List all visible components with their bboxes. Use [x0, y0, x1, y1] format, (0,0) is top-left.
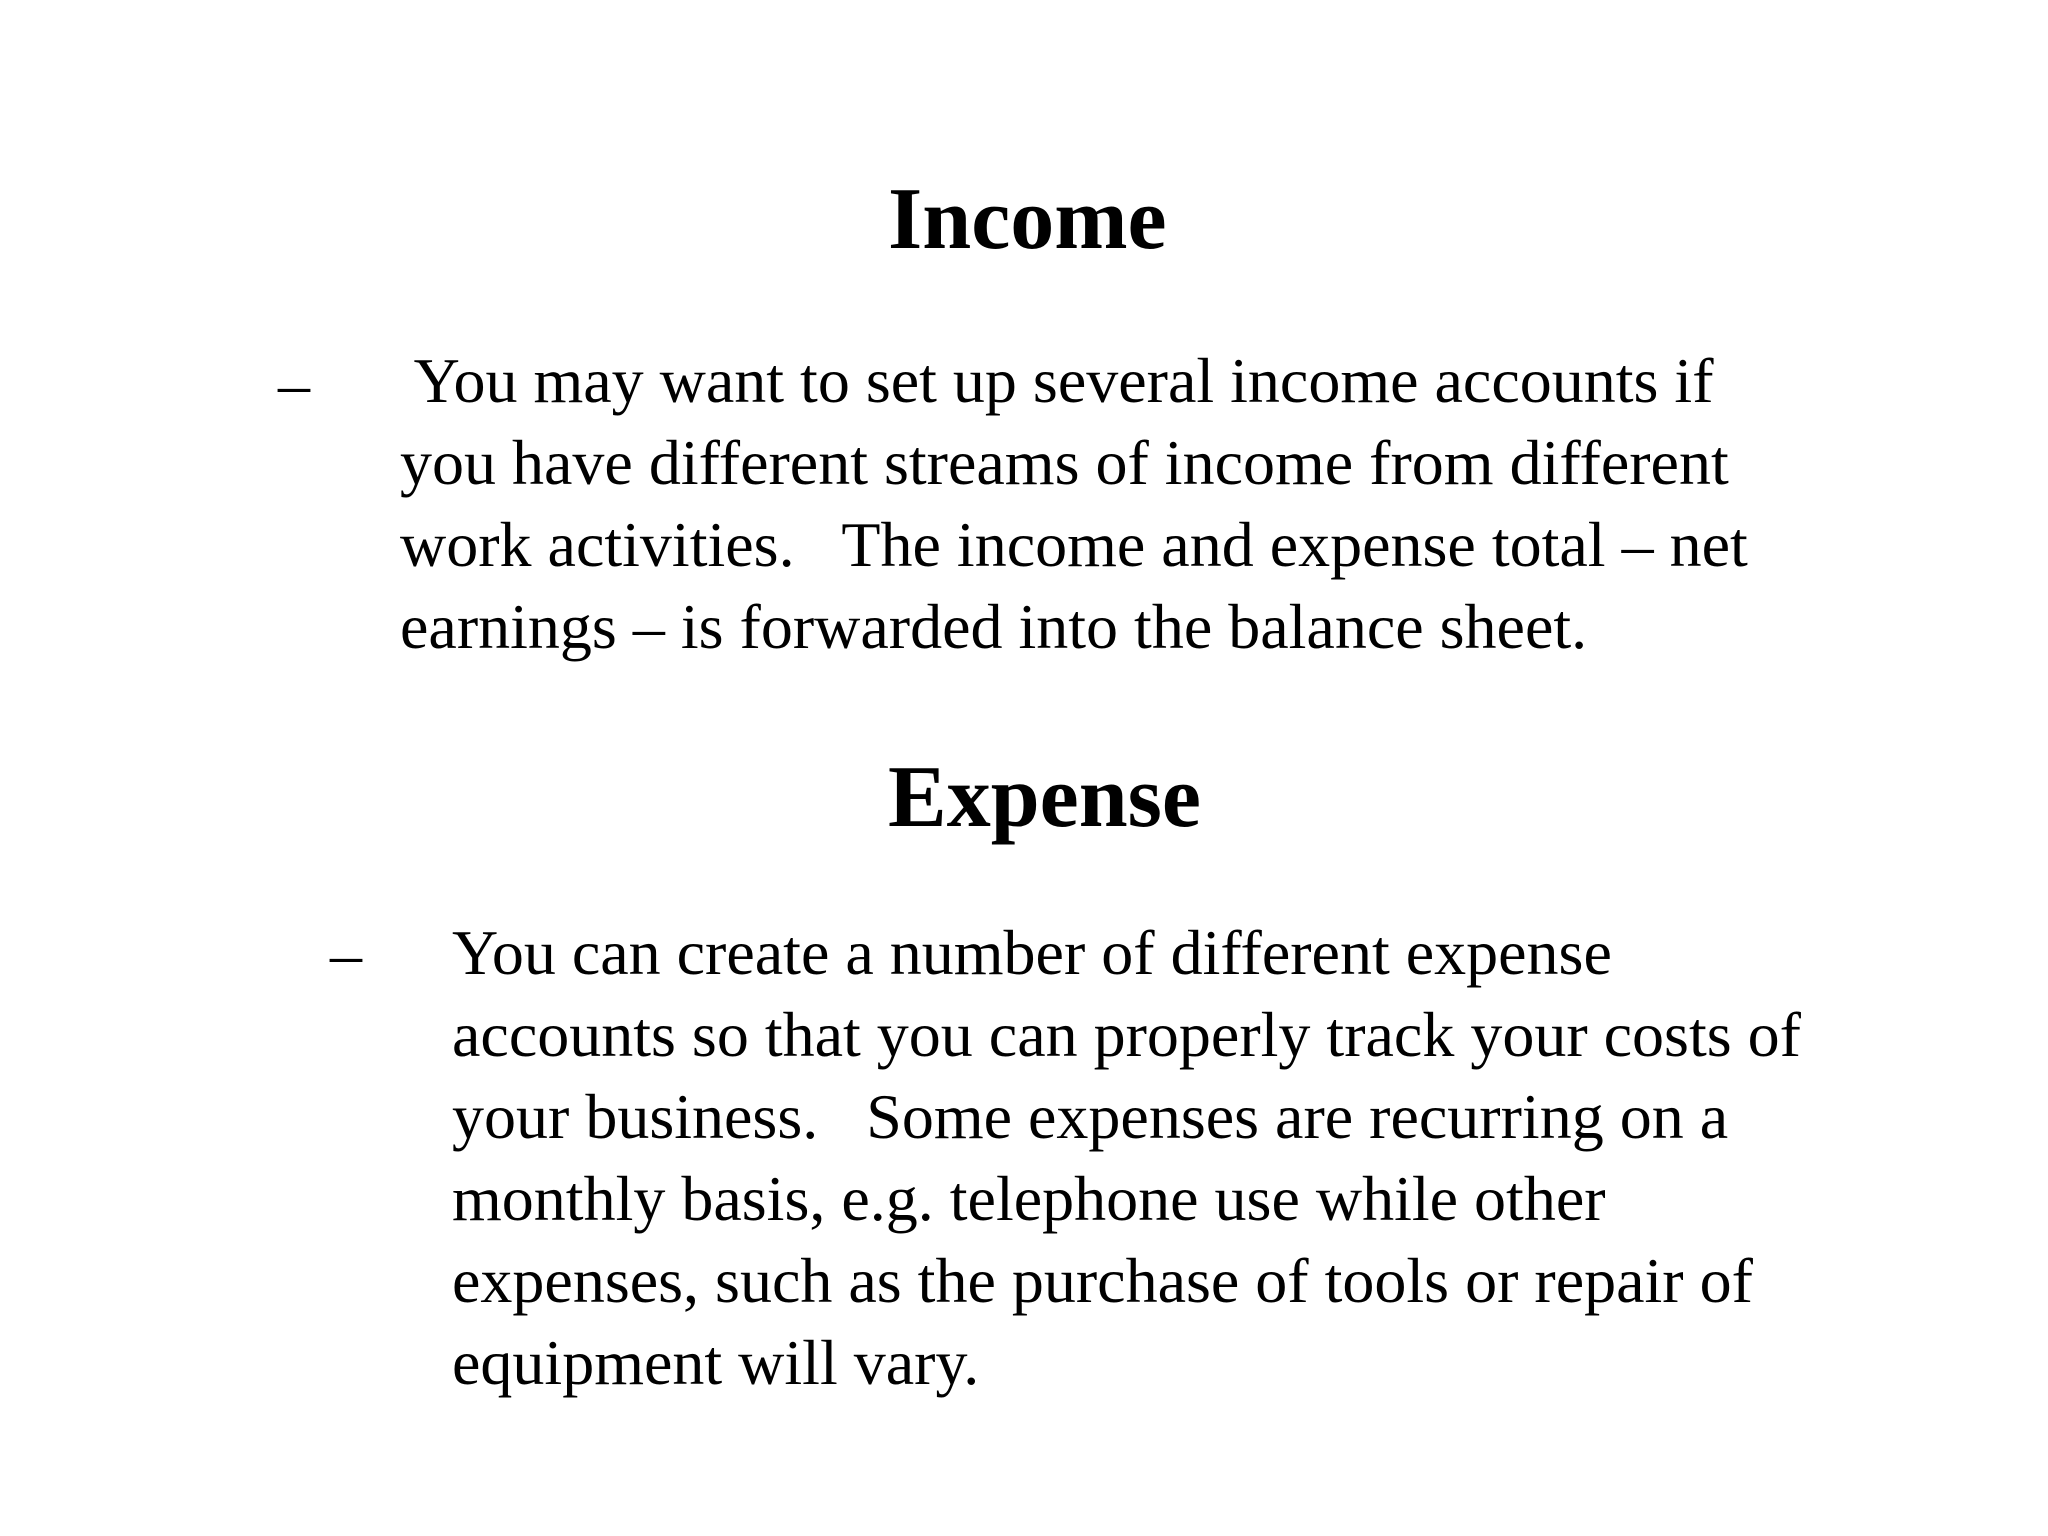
- expense-paragraph: [452, 912, 1952, 1404]
- expense-paragraph-line: You can create a number of different expense: [452, 917, 1612, 988]
- expense-paragraph-line: expenses, such as the purchase of tools or repair of: [452, 1245, 1753, 1316]
- expense-paragraph-line: monthly basis, e.g. telephone use while other: [452, 1163, 1606, 1234]
- income-paragraph-line: you have different streams of income from different: [400, 427, 1729, 498]
- income-paragraph-line: earnings – is forwarded into the balance sheet.: [400, 591, 1588, 662]
- expense-bullet-dash: –: [330, 918, 362, 989]
- income-paragraph: [400, 340, 1920, 668]
- income-bullet-dash: –: [278, 348, 310, 419]
- income-paragraph-line: work activities. The income and expense total – net: [400, 509, 1748, 580]
- expense-paragraph-line: equipment will vary.: [452, 1327, 980, 1398]
- expense-heading: Expense: [888, 749, 1201, 846]
- income-heading: Income: [888, 171, 1167, 268]
- income-paragraph-line: You may want to set up several income accounts if: [400, 345, 1714, 416]
- expense-paragraph-line: your business. Some expenses are recurring on a: [452, 1081, 1729, 1152]
- expense-paragraph-line: accounts so that you can properly track your costs of: [452, 999, 1801, 1070]
